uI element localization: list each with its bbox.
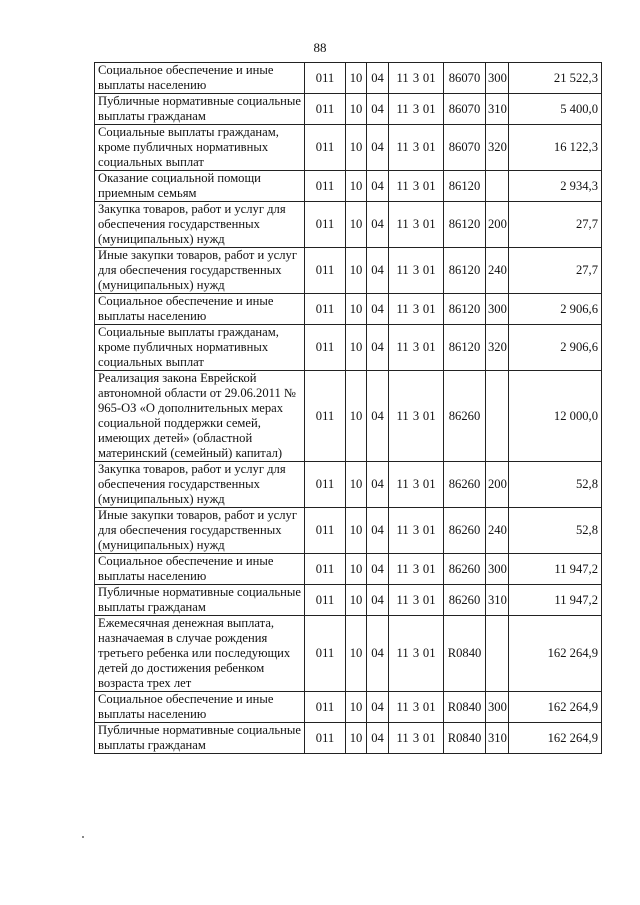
program-code: 11 xyxy=(396,699,409,714)
program-code-cell xyxy=(389,723,444,754)
section-code-cell: 10 xyxy=(346,202,367,248)
direction-code-cell: 86260 xyxy=(444,508,486,554)
program-code: 11 xyxy=(396,730,409,745)
program-code: 11 xyxy=(396,70,409,85)
table-row xyxy=(95,616,602,692)
section-code-cell: 10 xyxy=(346,508,367,554)
program-code: 11 xyxy=(396,178,409,193)
subprogram-code: 3 xyxy=(412,561,420,576)
event-code: 01 xyxy=(422,70,436,85)
ministry-code-cell: 011 xyxy=(305,585,346,616)
expense-type-cell: 310 xyxy=(486,723,509,754)
event-code: 01 xyxy=(422,217,436,231)
direction-code-cell: 86260 xyxy=(444,371,486,462)
section-code-cell: 10 xyxy=(346,462,367,508)
program-code-cell xyxy=(389,248,444,294)
event-code: 01 xyxy=(422,646,436,660)
section-code-cell: 10 xyxy=(346,616,367,692)
event-code: 01 xyxy=(422,140,436,154)
event-code: 01 xyxy=(422,477,436,491)
section-code-cell: 10 xyxy=(346,171,367,202)
event-code: 01 xyxy=(422,263,436,277)
ministry-code-cell: 011 xyxy=(305,508,346,554)
subprogram-code: 3 xyxy=(412,730,420,745)
direction-code-cell: 86260 xyxy=(444,585,486,616)
program-code-cell xyxy=(389,171,444,202)
expense-name-cell: Закупка товаров, работ и услуг для обеспечения государственных (муниципальных) нужд xyxy=(95,462,305,508)
amount-cell: 52,8 xyxy=(509,508,602,554)
program-code: 11 xyxy=(396,646,409,660)
program-code: 11 xyxy=(396,408,409,423)
program-code-cell xyxy=(389,63,444,94)
subprogram-code: 3 xyxy=(412,340,420,354)
budget-table xyxy=(94,62,602,754)
subsection-code-cell: 04 xyxy=(367,294,389,325)
section-code-cell: 10 xyxy=(346,723,367,754)
table-row xyxy=(95,63,602,94)
subprogram-code: 3 xyxy=(412,699,420,714)
table-row xyxy=(95,508,602,554)
program-code: 11 xyxy=(396,101,409,116)
program-code-cell xyxy=(389,294,444,325)
program-code-cell xyxy=(389,616,444,692)
program-code: 11 xyxy=(396,340,409,354)
section-code-cell: 10 xyxy=(346,371,367,462)
event-code: 01 xyxy=(422,301,436,316)
subsection-code-cell: 04 xyxy=(367,171,389,202)
subprogram-code: 3 xyxy=(412,70,420,85)
subprogram-code: 3 xyxy=(412,263,420,277)
section-code-cell: 10 xyxy=(346,63,367,94)
subprogram-code: 3 xyxy=(412,178,420,193)
program-code-cell xyxy=(389,125,444,171)
table-row xyxy=(95,723,602,754)
expense-type-cell: 240 xyxy=(486,248,509,294)
program-code: 11 xyxy=(396,592,409,607)
subsection-code-cell: 04 xyxy=(367,371,389,462)
program-code: 11 xyxy=(396,477,409,491)
ministry-code-cell: 011 xyxy=(305,692,346,723)
expense-type-cell: 200 xyxy=(486,202,509,248)
table-row xyxy=(95,554,602,585)
ministry-code-cell: 011 xyxy=(305,294,346,325)
program-code: 11 xyxy=(396,140,409,154)
expense-type-cell: 320 xyxy=(486,325,509,371)
program-code: 11 xyxy=(396,561,409,576)
direction-code-cell: 86120 xyxy=(444,294,486,325)
amount-cell: 5 400,0 xyxy=(509,94,602,125)
program-code-cell xyxy=(389,692,444,723)
direction-code-cell: 86260 xyxy=(444,554,486,585)
table-row xyxy=(95,585,602,616)
subsection-code-cell: 04 xyxy=(367,585,389,616)
event-code: 01 xyxy=(422,101,436,116)
ministry-code-cell: 011 xyxy=(305,248,346,294)
subprogram-code: 3 xyxy=(412,217,420,231)
expense-type-cell: 240 xyxy=(486,508,509,554)
table-row xyxy=(95,371,602,462)
expense-name-cell: Иные закупки товаров, работ и услуг для обеспечения государственных (муниципальных) нужд xyxy=(95,248,305,294)
amount-cell: 11 947,2 xyxy=(509,585,602,616)
subsection-code-cell: 04 xyxy=(367,248,389,294)
expense-name-cell: Социальное обеспечение и иные выплаты населению xyxy=(95,554,305,585)
scan-speck xyxy=(82,836,84,838)
subprogram-code: 3 xyxy=(412,140,420,154)
expense-name-cell: Ежемесячная денежная выплата, назначаемая в случае рождения третьего ребенка или последующих детей до достижения ребенком возраста трех лет xyxy=(95,616,305,692)
section-code-cell: 10 xyxy=(346,94,367,125)
expense-type-cell: 200 xyxy=(486,462,509,508)
program-code-cell xyxy=(389,94,444,125)
expense-type-cell: 320 xyxy=(486,125,509,171)
expense-type-cell xyxy=(486,171,509,202)
expense-name-cell: Социальное обеспечение и иные выплаты населению xyxy=(95,63,305,94)
program-code: 11 xyxy=(396,301,409,316)
page-number: 88 xyxy=(313,40,327,55)
amount-cell: 162 264,9 xyxy=(509,616,602,692)
ministry-code-cell: 011 xyxy=(305,171,346,202)
expense-name-cell: Реализация закона Еврейской автономной области от 29.06.2011 № 965-ОЗ «О дополнительных мерах социальной поддержки семей, имеющих детей» (областной материнский (семейный) капитал) xyxy=(95,371,305,462)
subprogram-code: 3 xyxy=(412,408,420,423)
section-code-cell: 10 xyxy=(346,692,367,723)
ministry-code-cell: 011 xyxy=(305,462,346,508)
amount-cell: 21 522,3 xyxy=(509,63,602,94)
direction-code-cell: R0840 xyxy=(444,616,486,692)
program-code-cell xyxy=(389,585,444,616)
table-body xyxy=(95,63,602,754)
subsection-code-cell: 04 xyxy=(367,94,389,125)
subsection-code-cell: 04 xyxy=(367,554,389,585)
direction-code-cell: 86070 xyxy=(444,63,486,94)
expense-name-cell: Публичные нормативные социальные выплаты гражданам xyxy=(95,723,305,754)
program-code-cell xyxy=(389,554,444,585)
direction-code-cell: 86120 xyxy=(444,325,486,371)
table-row xyxy=(95,202,602,248)
program-code: 11 xyxy=(396,263,409,277)
direction-code-cell: 86260 xyxy=(444,462,486,508)
amount-cell: 2 906,6 xyxy=(509,294,602,325)
program-code-cell xyxy=(389,508,444,554)
subsection-code-cell: 04 xyxy=(367,692,389,723)
subprogram-code: 3 xyxy=(412,646,420,660)
event-code: 01 xyxy=(422,178,436,193)
amount-cell: 16 122,3 xyxy=(509,125,602,171)
table-row xyxy=(95,294,602,325)
expense-type-cell xyxy=(486,616,509,692)
table-row xyxy=(95,462,602,508)
expense-type-cell: 300 xyxy=(486,294,509,325)
direction-code-cell: 86120 xyxy=(444,248,486,294)
program-code: 11 xyxy=(396,217,409,231)
table-row xyxy=(95,325,602,371)
subsection-code-cell: 04 xyxy=(367,508,389,554)
event-code: 01 xyxy=(422,730,436,745)
direction-code-cell: 86120 xyxy=(444,171,486,202)
expense-type-cell: 300 xyxy=(486,554,509,585)
direction-code-cell: R0840 xyxy=(444,723,486,754)
subprogram-code: 3 xyxy=(412,523,420,537)
section-code-cell: 10 xyxy=(346,125,367,171)
amount-cell: 12 000,0 xyxy=(509,371,602,462)
amount-cell: 162 264,9 xyxy=(509,723,602,754)
expense-name-cell: Публичные нормативные социальные выплаты гражданам xyxy=(95,585,305,616)
amount-cell: 162 264,9 xyxy=(509,692,602,723)
amount-cell: 52,8 xyxy=(509,462,602,508)
program-code-cell xyxy=(389,371,444,462)
ministry-code-cell: 011 xyxy=(305,325,346,371)
expense-type-cell: 300 xyxy=(486,63,509,94)
subsection-code-cell: 04 xyxy=(367,63,389,94)
subsection-code-cell: 04 xyxy=(367,202,389,248)
table-row xyxy=(95,171,602,202)
expense-name-cell: Социальные выплаты гражданам, кроме публичных нормативных социальных выплат xyxy=(95,125,305,171)
ministry-code-cell: 011 xyxy=(305,371,346,462)
expense-name-cell: Оказание социальной помощи приемным семьям xyxy=(95,171,305,202)
ministry-code-cell: 011 xyxy=(305,63,346,94)
program-code: 11 xyxy=(396,523,409,537)
ministry-code-cell: 011 xyxy=(305,616,346,692)
ministry-code-cell: 011 xyxy=(305,554,346,585)
table-row xyxy=(95,692,602,723)
subsection-code-cell: 04 xyxy=(367,723,389,754)
subsection-code-cell: 04 xyxy=(367,325,389,371)
table-row xyxy=(95,248,602,294)
subprogram-code: 3 xyxy=(412,101,420,116)
program-code-cell xyxy=(389,325,444,371)
section-code-cell: 10 xyxy=(346,294,367,325)
expense-name-cell: Публичные нормативные социальные выплаты гражданам xyxy=(95,94,305,125)
amount-cell: 11 947,2 xyxy=(509,554,602,585)
table-row xyxy=(95,125,602,171)
ministry-code-cell: 011 xyxy=(305,723,346,754)
subsection-code-cell: 04 xyxy=(367,616,389,692)
expense-type-cell: 310 xyxy=(486,94,509,125)
event-code: 01 xyxy=(422,561,436,576)
ministry-code-cell: 011 xyxy=(305,125,346,171)
expense-name-cell: Социальное обеспечение и иные выплаты населению xyxy=(95,692,305,723)
event-code: 01 xyxy=(422,340,436,354)
section-code-cell: 10 xyxy=(346,554,367,585)
subprogram-code: 3 xyxy=(412,477,420,491)
expense-name-cell: Закупка товаров, работ и услуг для обеспечения государственных (муниципальных) нужд xyxy=(95,202,305,248)
event-code: 01 xyxy=(422,699,436,714)
event-code: 01 xyxy=(422,408,436,423)
event-code: 01 xyxy=(422,592,436,607)
amount-cell: 27,7 xyxy=(509,248,602,294)
expense-type-cell: 310 xyxy=(486,585,509,616)
amount-cell: 27,7 xyxy=(509,202,602,248)
direction-code-cell: 86070 xyxy=(444,125,486,171)
amount-cell: 2 906,6 xyxy=(509,325,602,371)
direction-code-cell: 86070 xyxy=(444,94,486,125)
expense-type-cell: 300 xyxy=(486,692,509,723)
expense-type-cell xyxy=(486,371,509,462)
direction-code-cell: R0840 xyxy=(444,692,486,723)
subprogram-code: 3 xyxy=(412,301,420,316)
expense-name-cell: Иные закупки товаров, работ и услуг для обеспечения государственных (муниципальных) нужд xyxy=(95,508,305,554)
amount-cell: 2 934,3 xyxy=(509,171,602,202)
subsection-code-cell: 04 xyxy=(367,125,389,171)
direction-code-cell: 86120 xyxy=(444,202,486,248)
ministry-code-cell: 011 xyxy=(305,94,346,125)
table-row xyxy=(95,94,602,125)
event-code: 01 xyxy=(422,523,436,537)
expense-name-cell: Социальные выплаты гражданам, кроме публичных нормативных социальных выплат xyxy=(95,325,305,371)
subprogram-code: 3 xyxy=(412,592,420,607)
section-code-cell: 10 xyxy=(346,325,367,371)
expense-name-cell: Социальное обеспечение и иные выплаты населению xyxy=(95,294,305,325)
program-code-cell xyxy=(389,462,444,508)
program-code-cell xyxy=(389,202,444,248)
subsection-code-cell: 04 xyxy=(367,462,389,508)
section-code-cell: 10 xyxy=(346,248,367,294)
ministry-code-cell: 011 xyxy=(305,202,346,248)
section-code-cell: 10 xyxy=(346,585,367,616)
